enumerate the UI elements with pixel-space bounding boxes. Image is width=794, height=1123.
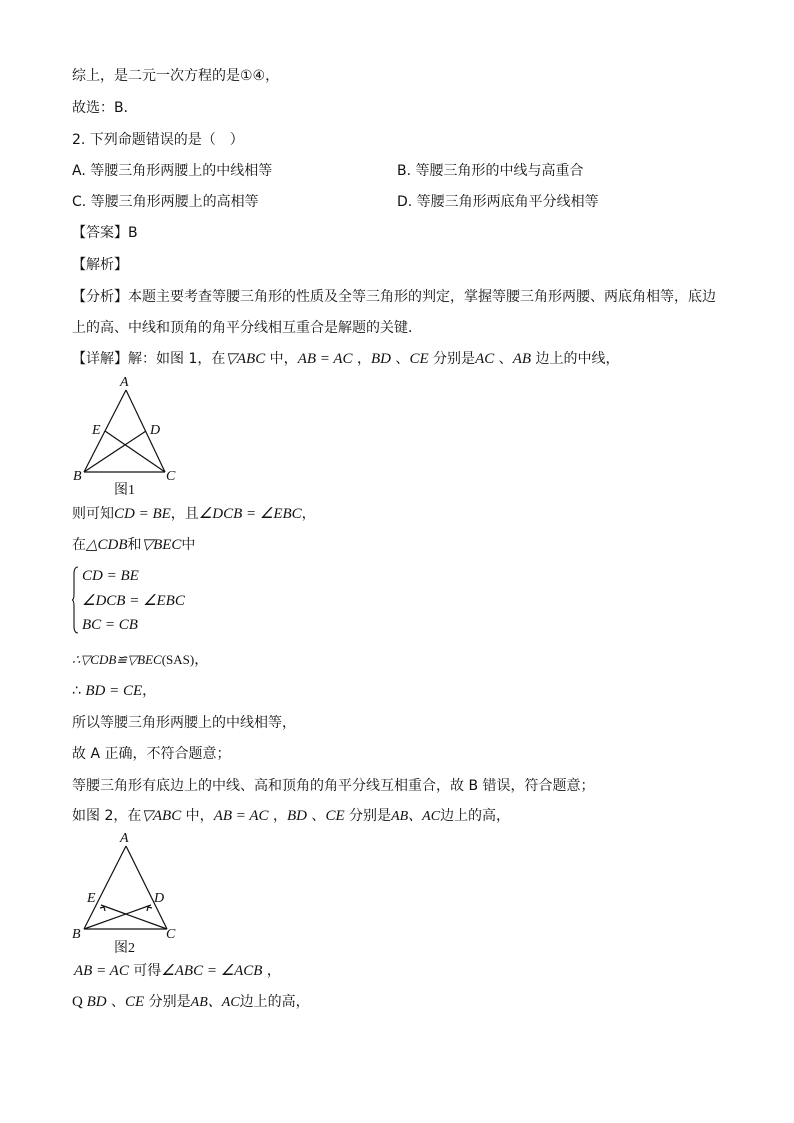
label-a: A — [120, 375, 129, 390]
known-line: 则可知CD = BE，且∠DCB = ∠EBC， — [72, 506, 316, 522]
detail-intro: 【详解】解：如图 1，在▽ABC 中，AB = AC ，BD 、CE 分别是AC 、AB 边上的中线， — [72, 351, 620, 367]
congruence-line: ∴▽CDB≌▽BEC(SAS)， — [72, 652, 209, 668]
option-d: D. 等腰三角形两底角平分线相等 — [397, 194, 599, 210]
analysis-line-1: 【分析】本题主要考查等腰三角形的性质及全等三角形的判定，掌握等腰三角形两腰、两底角相等，底边 — [72, 289, 716, 305]
choice-line: 故选：B． — [72, 100, 138, 116]
label-a: A — [120, 831, 129, 846]
altitudes-line: Q BD 、CE 分别是AB、AC边上的高， — [72, 994, 310, 1010]
label-d: D — [150, 423, 161, 438]
analysis-heading: 【解析】 — [72, 257, 128, 273]
system-brace — [72, 566, 79, 634]
system-eq-3: BC = CB — [82, 617, 138, 633]
label-e: E — [87, 891, 96, 906]
in-triangles-line: 在△CDB和▽BEC中 — [72, 537, 196, 553]
question-2: 2. 下列命题错误的是（ ） — [72, 132, 244, 148]
system-eq-1: CD = BE — [82, 568, 139, 584]
summary-line: 综上，是二元一次方程的是①④， — [72, 68, 280, 84]
answer-line: 【答案】B — [72, 225, 138, 241]
label-d: D — [154, 891, 165, 906]
label-b: B — [73, 469, 82, 484]
a-correct-line: 故 A 正确，不符合题意； — [72, 746, 231, 762]
figure-2 — [70, 828, 190, 958]
analysis-line-2: 上的高、中线和顶角的角平分线相互重合是解题的关键． — [72, 320, 422, 336]
label-b: B — [72, 927, 81, 942]
base-angles-line: AB = AC 可得∠ABC = ∠ACB ， — [74, 963, 281, 979]
option-a: A. 等腰三角形两腰上的中线相等 — [72, 163, 273, 179]
figure-1-caption: 图1 — [114, 483, 135, 498]
medians-equal-line: 所以等腰三角形两腰上的中线相等， — [72, 715, 296, 731]
option-c: C. 等腰三角形两腰上的高相等 — [72, 194, 259, 210]
figure-2-caption: 图2 — [114, 941, 135, 956]
system-eq-2: ∠DCB = ∠EBC — [82, 593, 185, 609]
label-c: C — [166, 469, 176, 484]
figure-2-intro: 如图 2，在▽ABC 中，AB = AC ，BD 、CE 分别是AB、AC边上的高， — [72, 808, 511, 824]
label-c: C — [166, 927, 176, 942]
conclusion-line: ∴ BD = CE， — [72, 683, 157, 699]
option-b: B. 等腰三角形的中线与高重合 — [397, 163, 584, 179]
b-wrong-line: 等腰三角形有底边上的中线、高和顶角的角平分线互相重合，故 B 错误，符合题意； — [72, 778, 595, 794]
label-e: E — [92, 423, 101, 438]
figure-1 — [70, 372, 190, 500]
